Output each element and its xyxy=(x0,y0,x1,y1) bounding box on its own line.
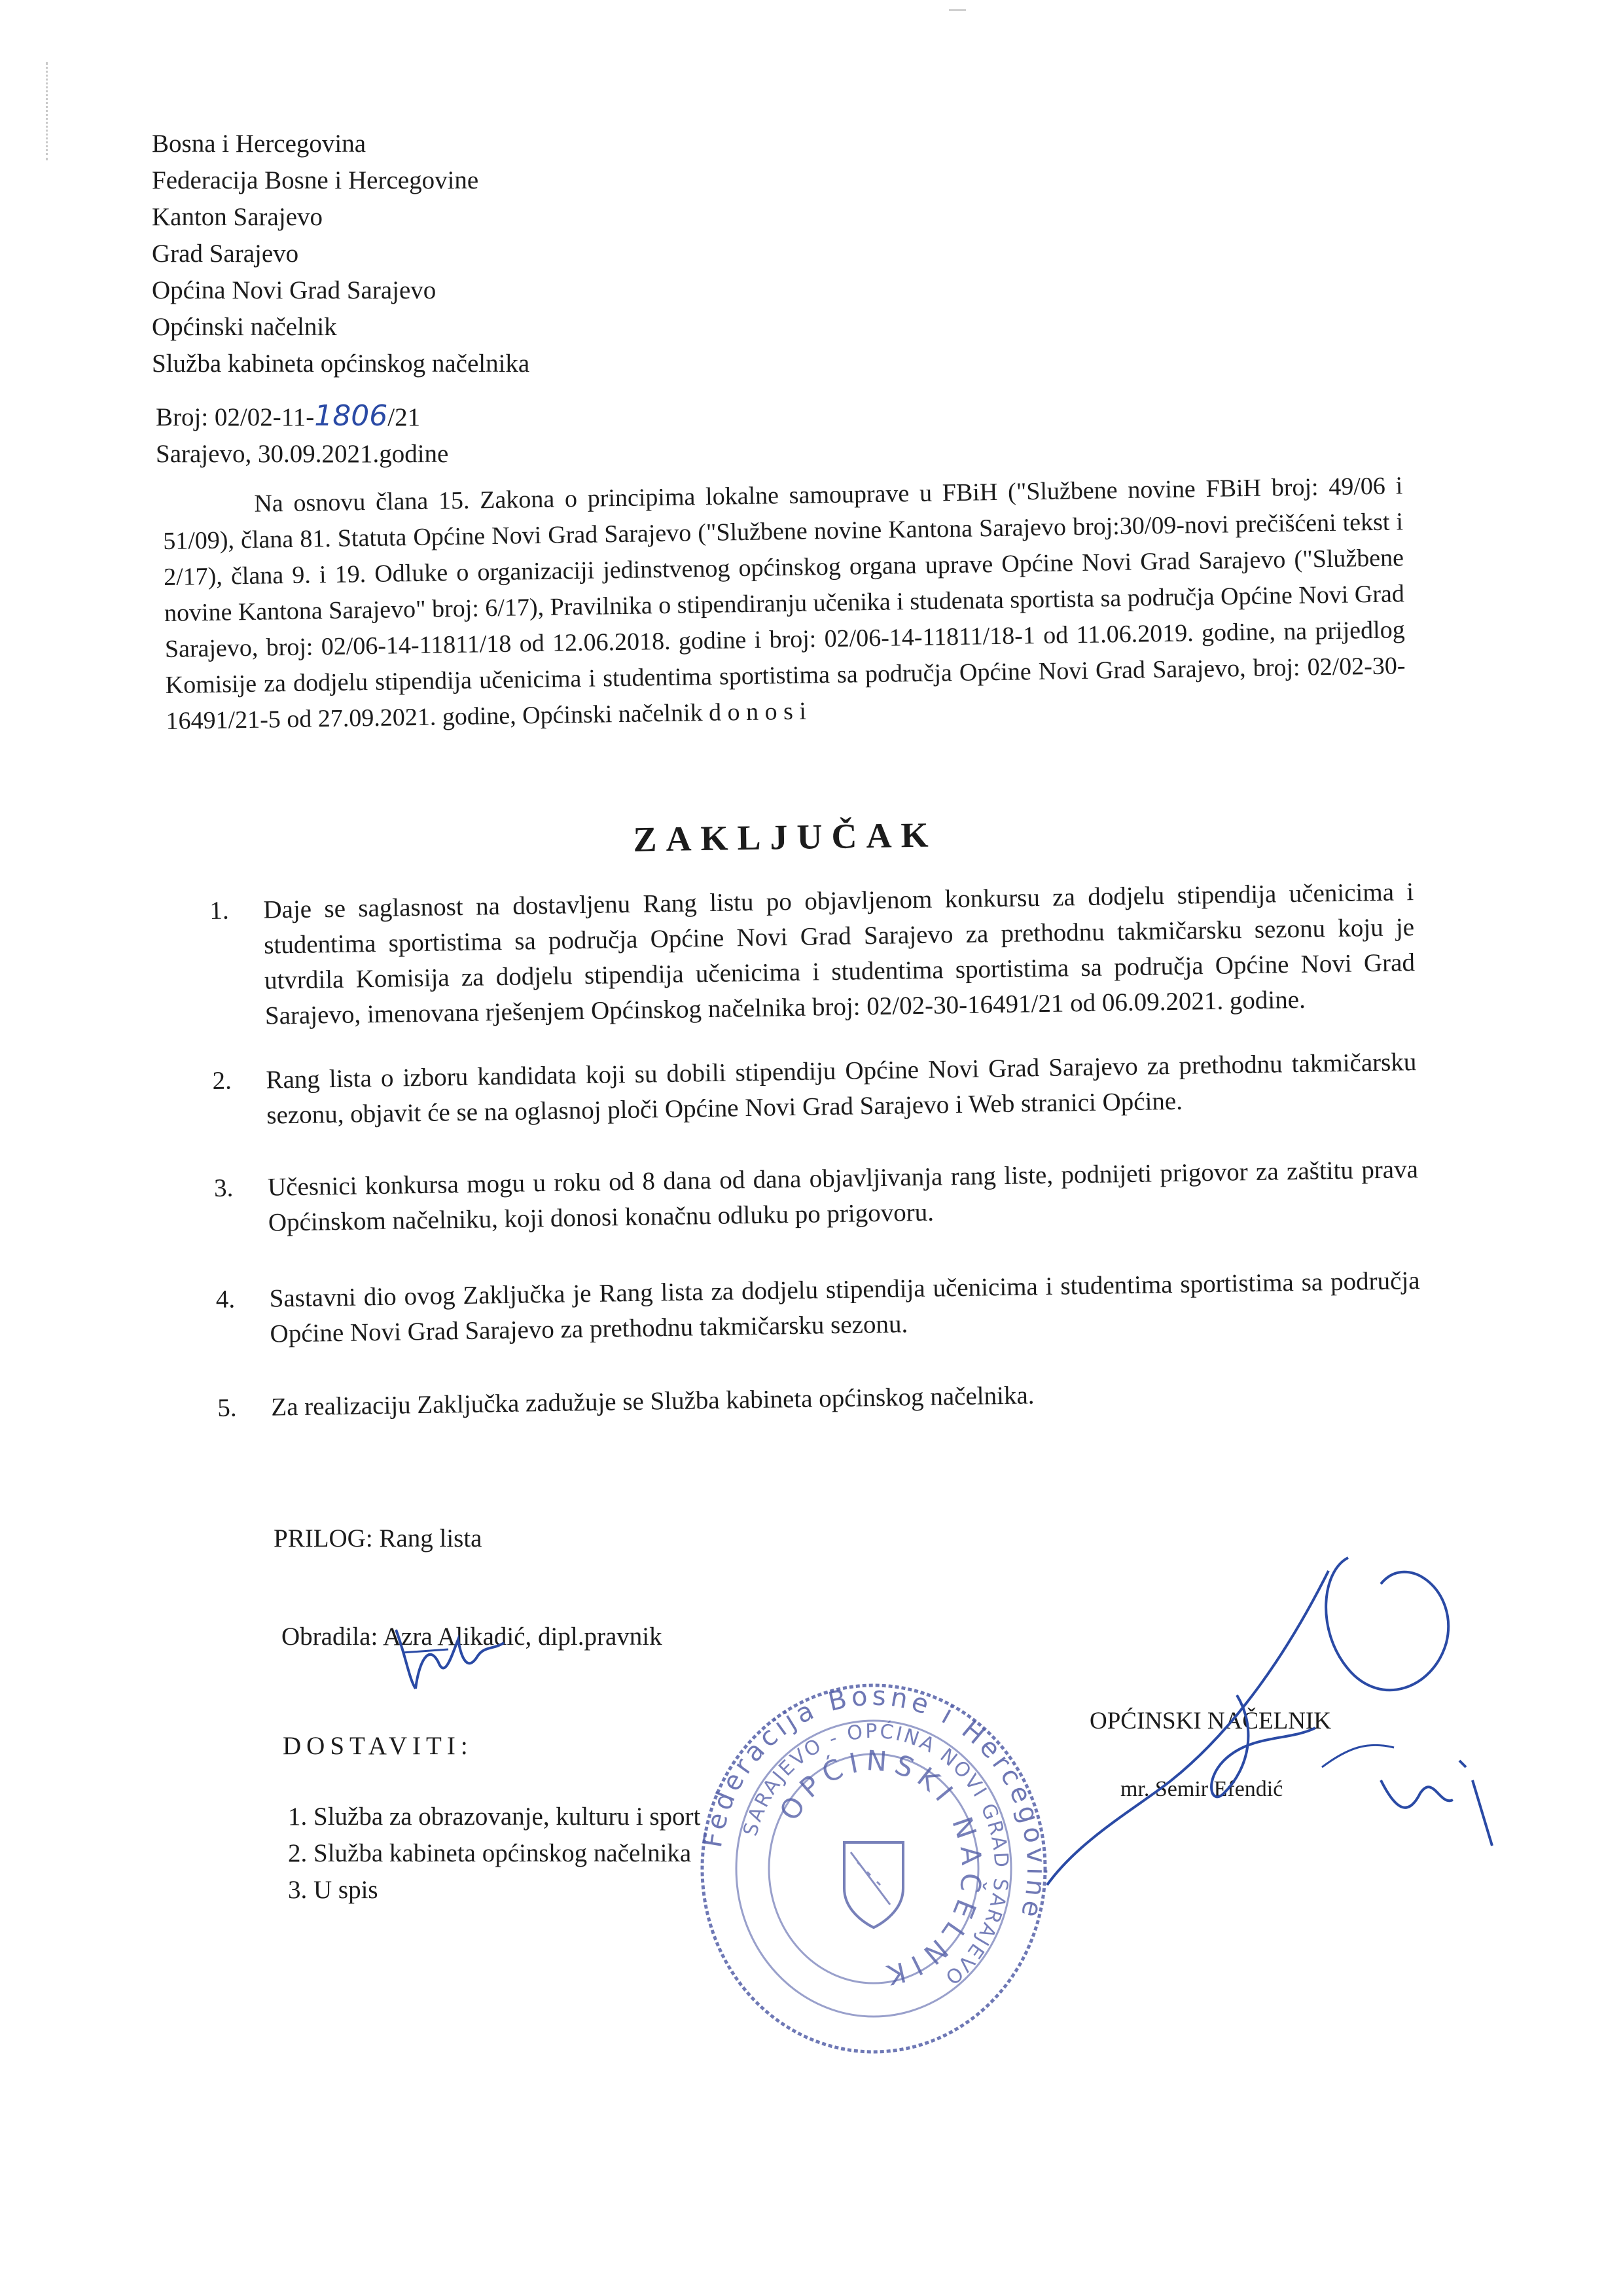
item-text: Sastavni dio ovog Zaključka je Rang lista za dodjelu stipendija učenicima i studentima sportistima sa područja Općine Novi Grad Sarajevo za prethodnu takmičarsku sezonu. xyxy=(269,1266,1420,1348)
delivery-item: 3. U spis xyxy=(288,1876,378,1904)
item-text: Učesnici konkursa mogu u roku od 8 dana od dana objavljivanja rang liste, podnijeti prigovor za zaštitu prava Općinskom načelniku, koji donosi konačnu odluku po prigovoru. xyxy=(267,1155,1419,1237)
conclusion-item xyxy=(212,1045,1417,1134)
letterhead-service: Služba kabineta općinskog načelnika xyxy=(152,350,530,378)
stamp-inner-text: OPĆINSKI NAČELNIK xyxy=(773,1744,988,1993)
reference-number-handwritten: 1806 xyxy=(314,399,388,433)
item-number: 2. xyxy=(212,1066,232,1095)
reference-number-prefix: Broj: 02/02-11- xyxy=(156,403,315,431)
letterhead-municipality: Općina Novi Grad Sarajevo xyxy=(152,276,437,304)
item-number: 4. xyxy=(215,1285,236,1314)
item-text: Za realizaciju Zaključka zadužuje se Služba kabineta općinskog načelnika. xyxy=(271,1381,1035,1422)
letterhead-city: Grad Sarajevo xyxy=(152,240,299,268)
conclusion-item xyxy=(217,1372,1422,1426)
item-text: Daje se saglasnost na dostavljenu Rang listu po objavljenom konkursu za dodjelu stipendija učenicima i studentima sportistima sa područja Općine Novi Grad Sarajevo za prethodnu takmičarsku sezonu koju je utvrdila Komisija za dodjelu stipendija učenicima i studentima sportistima sa područja Općine Novi Grad Sarajevo, imenovana rješenjem Općinskog načelnika broj: 02/02-30-16491/21 od 06.09.2021. godine. xyxy=(263,878,1416,1030)
scan-artifact-dot xyxy=(949,9,966,11)
letterhead-entity: Federacija Bosne i Hercegovine xyxy=(152,166,479,194)
delivery-list xyxy=(288,1799,700,1909)
item-text: Rang lista o izboru kandidata koji su dobili stipendiju Općine Novi Grad Sarajevo za prethodnu takmičarsku sezonu, objavit će se na oglasnoj ploči Općine Novi Grad Sarajevo i Web stranici Općine. xyxy=(266,1048,1417,1130)
conclusion-item xyxy=(209,874,1416,1035)
letterhead-country: Bosna i Hercegovina xyxy=(152,130,366,158)
delivery-item: 1. Služba za obrazovanje, kulturu i sport xyxy=(288,1803,701,1831)
stamp-outer-text: Federacija Bosne i Hercegovine xyxy=(697,1681,1052,1924)
legal-preamble: Na osnovu člana 15. Zakona o principima lokalne samouprave u FBiH ("Službene novine FBiH broj: 49/06 i 51/09), člana 81. Statuta Općine Novi Grad Sarajevo ("Službene novine Kantona Sarajevo broj:30/09-novi prečišćeni tekst i 2/17), člana 9. i 19. Odluke o organizaciji jedinstvenog općinskog organa uprave Općine Novi Grad Sarajevo ("Službene novine Kantona Sarajevo" broj: 6/17), Pravilnika o stipendiranju učenika i studenata sportista sa područja Općine Novi Grad Sarajevo, broj: 02/06-14-11811/18 od 12.06.2018. godine i broj: 02/06-14-11811/18-1 od 11.06.2019. godine, na prijedlog Komisije za dodjelu stipendija učenicima i studentima sportistima sa područja Općine Novi Grad Sarajevo, broj: 02/02-30-16491/21-5 od 27.09.2021. godine, Općinski načelnik d o n o s i xyxy=(162,472,1406,735)
delivery-item: 2. Služba kabineta općinskog načelnika xyxy=(288,1839,692,1867)
reference-place-date: Sarajevo, 30.09.2021.godine xyxy=(156,440,449,468)
document-title: ZAKLJUČAK xyxy=(633,815,938,859)
item-number: 5. xyxy=(217,1393,237,1422)
item-number: 3. xyxy=(213,1174,234,1202)
conclusion-item xyxy=(214,1152,1419,1242)
prepared-by: Obradila: Azra Alikadić, dipl.pravnik xyxy=(281,1623,662,1651)
item-number: 1. xyxy=(209,896,230,925)
reference-number-suffix: /21 xyxy=(387,403,421,431)
attachment-note: PRILOG: Rang lista xyxy=(274,1524,482,1552)
mayor-signature xyxy=(1041,1532,1499,1898)
initials-scribble xyxy=(389,1617,514,1695)
letterhead xyxy=(152,126,529,382)
reference-block xyxy=(156,398,448,473)
conclusion-item xyxy=(215,1263,1420,1353)
letterhead-canton: Kanton Sarajevo xyxy=(152,203,323,231)
delivery-title: DOSTAVITI: xyxy=(283,1732,473,1760)
signatory-name: mr. Semir Efendić xyxy=(1120,1777,1283,1801)
official-stamp xyxy=(690,1672,1057,2065)
scan-artifact xyxy=(46,62,52,160)
conclusion-items xyxy=(209,874,1422,1426)
signatory-title: OPĆINSKI NAČELNIK xyxy=(1090,1708,1331,1734)
reference-number xyxy=(156,398,448,436)
letterhead-office: Općinski načelnik xyxy=(152,313,337,341)
stamp-middle-text: SARAJEVO - OPĆINA NOVI GRAD SARAJEVO xyxy=(739,1719,1013,1990)
